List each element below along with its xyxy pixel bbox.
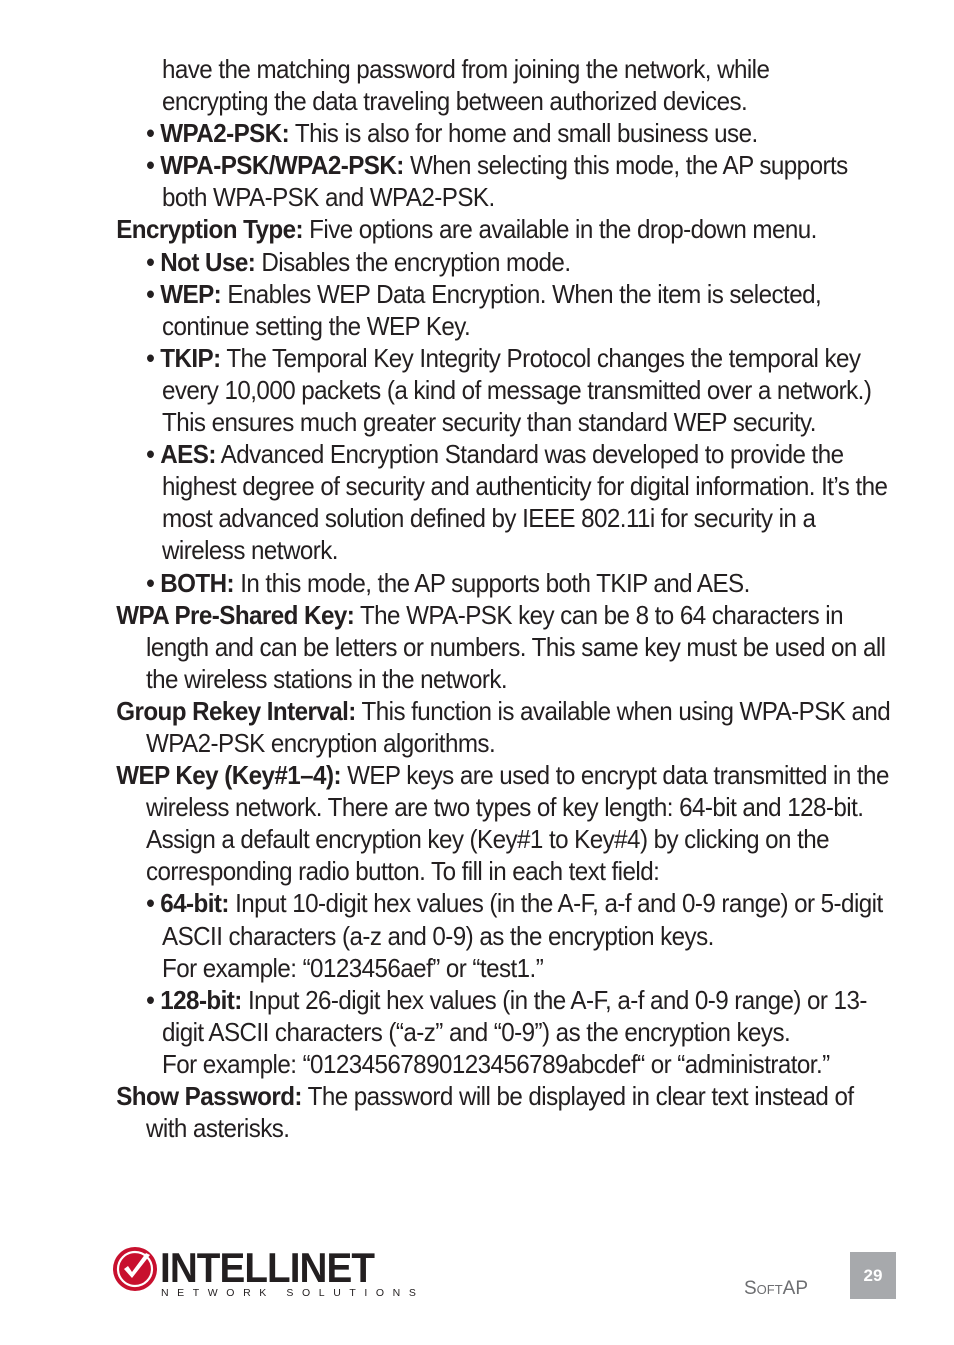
product-name: SoftAP: [744, 1278, 809, 1299]
term-description: Input 10-digit hex values (in the A-F, a-f and 0-9 range) or 5-digit ASCII characters (a-z and 0-9) as the encryption keys.: [162, 888, 883, 951]
manual-body: [0, 53, 954, 1144]
definition-encryption-type: [116, 213, 897, 245]
term-description: The WPA-PSK key can be 8 to 64 characters in length and can be letters or numbers. This same key must be used on all the wireless stations in the network.: [146, 599, 886, 694]
term-description: Five options are available in the drop-down menu.: [309, 214, 817, 245]
term-description: The Temporal Key Integrity Protocol changes the temporal key every 10,000 packets (a kind of message transmitted over a network.) This ensures much greater security than standard WEP security.: [162, 342, 872, 438]
term-description: Disables the encryption mode.: [261, 246, 571, 277]
term-label: BOTH:: [160, 567, 235, 598]
intro-continuation: have the matching password from joining the network, while encrypting the data traveling between authorized devices.: [162, 54, 770, 117]
logo-wordmark: INTELLINET: [160, 1244, 375, 1291]
bullet-glyph: •: [146, 439, 155, 470]
bullet-glyph: •: [146, 118, 155, 149]
bullet-wpa-psk-wpa2-psk: [146, 149, 899, 213]
definition-show-password: [116, 1080, 897, 1144]
term-description: This function is available when using WPA-PSK and WPA2-PSK encryption algorithms.: [146, 695, 891, 758]
term-label: WPA Pre-Shared Key:: [116, 599, 355, 630]
definition-wep-key: [116, 759, 897, 887]
bullet-aes: [146, 438, 899, 566]
term-label: 128-bit:: [160, 984, 242, 1015]
term-description: Input 26-digit hex values (in the A-F, a-f and 0-9 range) or 13-digit ASCII characters (“a-z” and “0-9”) as the encryption keys.: [162, 984, 867, 1047]
bullet-glyph: •: [146, 342, 155, 373]
term-label: WPA2-PSK:: [160, 118, 290, 149]
page-number: 29: [850, 1252, 896, 1299]
bullet-wpa2-psk: [146, 117, 899, 149]
term-description: The password will be displayed in clear text instead of with asterisks.: [146, 1081, 854, 1144]
definition-wpa-pre-shared-key: [116, 599, 897, 695]
term-label: WEP:: [160, 278, 222, 309]
term-description: Advanced Encryption Standard was developed to provide the highest degree of security and authenticity for digital information. It’s the most advanced solution defined by IEEE 802.11i for security in a wireless network.: [162, 439, 888, 566]
bullet-tkip: [146, 342, 899, 438]
term-label: TKIP:: [160, 342, 221, 373]
bullet-both: [146, 567, 899, 599]
bullet-wep: [146, 278, 899, 342]
term-label: Group Rekey Interval:: [116, 695, 356, 726]
term-description: WEP keys are used to encrypt data transmitted in the wireless network. There are two types of key length: 64-bit and 128-bit. Assign a default encryption key (Key#1 to Key#4) by clicking on the corresponding radio button. To fill in each text field:: [146, 760, 889, 887]
logo-tagline: NETWORK SOLUTIONS: [161, 1287, 425, 1299]
bullet-glyph: •: [146, 888, 155, 919]
bullet-glyph: •: [146, 567, 155, 598]
term-description: When selecting this mode, the AP supports both WPA-PSK and WPA2-PSK.: [162, 150, 848, 213]
bullet-glyph: •: [146, 984, 155, 1015]
term-label: Encryption Type:: [116, 214, 304, 245]
example-text: For example: “01234567890123456789abcdef“ or “administrator.”: [162, 1048, 830, 1079]
term-label: Show Password:: [116, 1081, 302, 1111]
term-description: Enables WEP Data Encryption. When the item is selected, continue setting the WEP Key.: [162, 278, 822, 341]
bullet-glyph: •: [146, 246, 155, 277]
bullet-not-use: [146, 246, 899, 278]
term-label: WPA-PSK/WPA2-PSK:: [160, 150, 404, 181]
term-label: Not Use:: [160, 246, 256, 277]
checkmark-badge-icon: [112, 1246, 158, 1292]
bullet-64-bit: [146, 887, 899, 983]
term-description: In this mode, the AP supports both TKIP and AES.: [240, 567, 750, 598]
term-description: This is also for home and small business use.: [294, 118, 758, 149]
term-label: 64-bit:: [160, 888, 229, 919]
bullet-glyph: •: [146, 278, 155, 309]
intellinet-logo: [112, 1244, 425, 1302]
term-label: AES:: [160, 439, 216, 470]
bullet-128-bit: [146, 984, 899, 1080]
term-label: WEP Key (Key#1–4):: [116, 760, 341, 791]
example-text: For example: “0123456aef” or “test1.”: [162, 952, 544, 983]
definition-group-rekey-interval: [116, 695, 897, 759]
bullet-glyph: •: [146, 150, 155, 181]
